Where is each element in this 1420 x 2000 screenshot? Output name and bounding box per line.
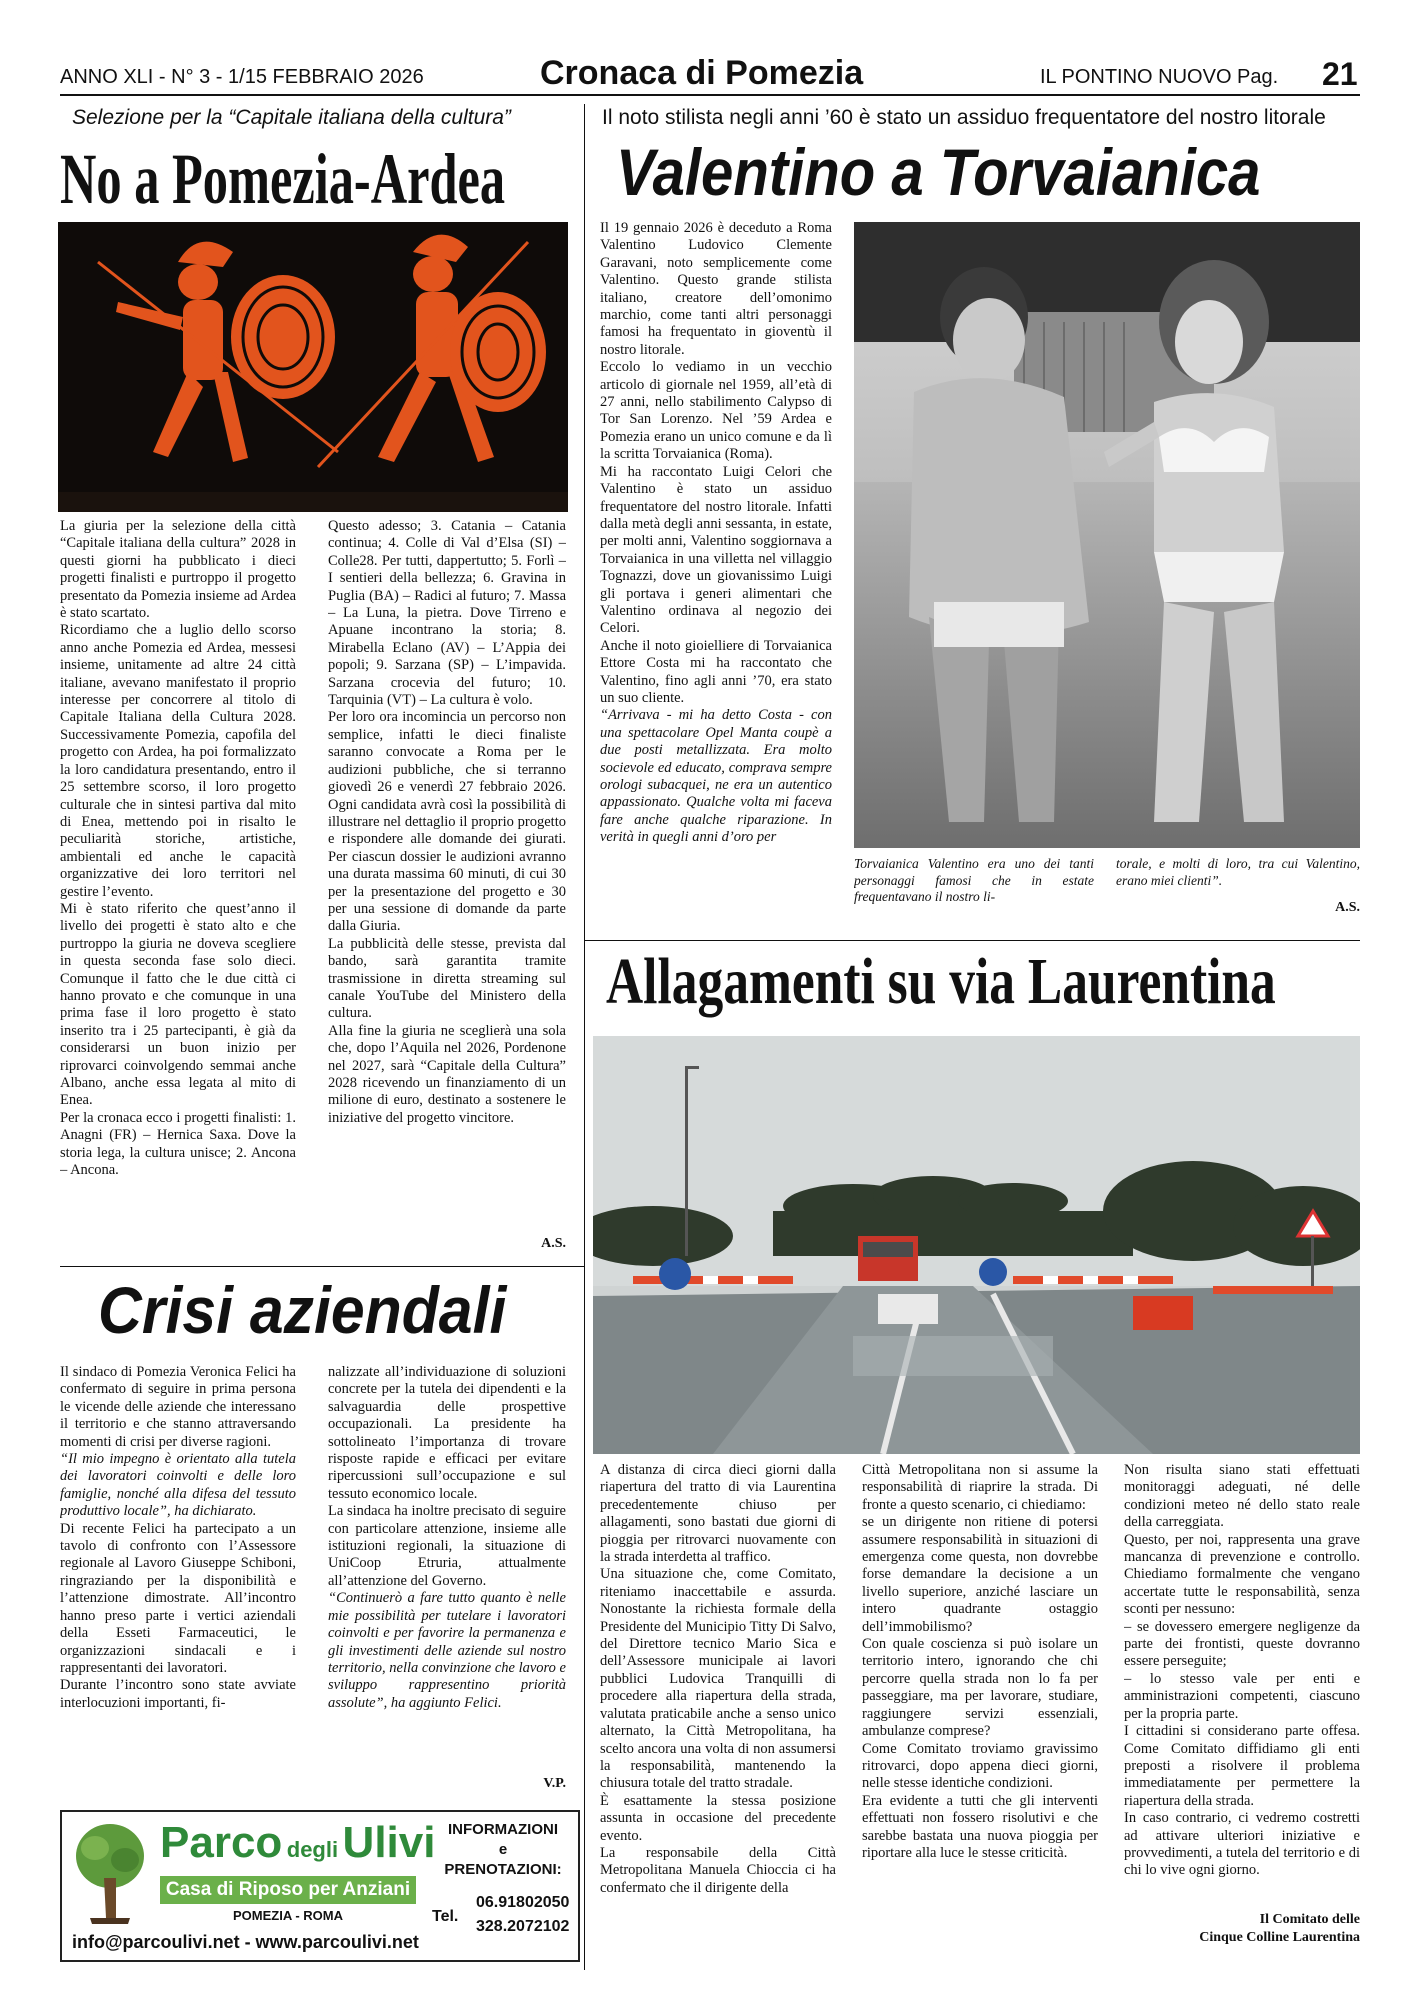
ad-info-block (432, 1820, 574, 1880)
article4-paragraph: A distanza di circa dieci giorni dalla riapertura del tratto di via Laurentina precedentemente chiuso per allagamenti, sono bastati due giorni di pioggia per ritrovarci nuovamente con la strada interdetta al traffico. (600, 1462, 836, 1566)
article3-paragraph: Durante l’incontro sono state avviate interlocuzioni importanti, fi- (60, 1677, 296, 1711)
article2-kicker: Il noto stilista negli anni ’60 è stato un assiduo frequentatore del nostro litorale (602, 106, 1326, 129)
article1-paragraph: La giuria per la selezione della città “Capitale italiana della cultura” 2028 in questi giorni ha pubblicato i dieci progetti finalisti e purtroppo il progetto presentato da Pomezia insieme ad Ardea è stato scartato. (60, 518, 296, 622)
article1-paragraph: Questo adesso; 3. Catania – Catania continua; 4. Colle di Val d’Elsa (SI) – Colle28. Per tutti, dappertutto; 5. Forlì – I sentieri della bellezza; 6. Gravina in Puglia (BA) – Radici al futuro; 7. Massa – La Luna, la pietra. Dove Tirreno e Apuane incontrano la storia; 8. Mirabella Eclano (AV) – L’Appia dei popoli; 9. Sarzana (SP) – L’impavida. Sarzana crocevia del futuro; 10. Tarquinia (VT) – La cultura è volo. (328, 518, 566, 709)
page-number: 21 (1322, 56, 1358, 92)
article4-paragraph: Era evidente a tutti che gli interventi effettuati non fossero risolutivi e che sarebbe bastata una nuova pioggia per riportare alla luce le stesse criticità. (862, 1792, 1098, 1861)
valentino-beach-photo (854, 222, 1360, 848)
olive-tree-icon (70, 1818, 150, 1928)
article4-paragraph: Non risulta siano stati effettuati monitoraggi adeguati, né delle condizioni meteo né dello stato reale della carreggiata. (1124, 1462, 1360, 1531)
article4-title: Allagamenti su via Laurentina (606, 945, 1276, 1018)
article3-column-2 (328, 1364, 566, 1774)
article1-paragraph: Per la cronaca ecco i progetti finalisti: 1. Anagni (FR) – Hernica Saxa. Dove la storia lega, la cultura unisce; 2. Ancona – Ancona. (60, 1109, 296, 1179)
article1-title: No a Pomezia-Ardea (60, 139, 506, 219)
article3-paragraph: Il sindaco di Pomezia Veronica Felici ha confermato di seguire in prima persona le vicende delle aziende che interessano il territorio e che stanno attraversando momenti di crisi per diverse ragioni. (60, 1364, 296, 1450)
article1-column-2 (328, 518, 566, 1234)
article1-paragraph: Per loro ora incomincia un percorso non semplice, infatti le dieci finaliste saranno convocate a Roma per le audizioni pubbliche, che si terranno giovedì 26 e venerdì 27 febbraio 2026. Ogni candidata avrà così la possibilità di illustrare nel dettaglio il proprio progetto e rispondere alle domande dei giurati. Per ciascun dossier le audizioni avranno una durata massima 60 minuti, di cui 30 per la presentazione del progetto e 30 per una sessione di domande da parte dalla Giuria. (328, 709, 566, 935)
article3-column-1 (60, 1364, 296, 1784)
article1-paragraph: La pubblicità delle stesse, prevista dal bando, sarà garantita tramite trasmissione in diretta streaming sul canale YouTube del Ministero della cultura. (328, 935, 566, 1022)
ad-brand-parco: Parco (160, 1818, 283, 1867)
article1-column-1 (60, 518, 296, 1254)
ad-location: POMEZIA - ROMA (232, 1908, 343, 1923)
ad-info-booking: PRENOTAZIONI: (444, 1861, 562, 1878)
ad-info-label: INFORMAZIONI (448, 1821, 558, 1838)
section-title: Cronaca di Pomezia (540, 54, 864, 92)
issue-info: ANNO XLI - N° 3 - 1/15 FEBBRAIO 2026 (60, 66, 424, 88)
article1-signature: A.S. (541, 1236, 566, 1251)
section-divider-right (584, 940, 1360, 941)
article3-paragraph: nalizzate all’individuazione di soluzioni concrete per la tutela dei dipendenti e la salvaguardia delle prospettive occupazionali. La presidente ha sottolineato l’importanza di trovare risposte rapide e efficaci per evitare ripercussioni sull’occupazione e sul tessuto economico locale. (328, 1364, 566, 1502)
ad-contact-web[interactable]: info@parcoulivi.net - www.parcoulivi.net (72, 1932, 419, 1952)
article4-signature-1: Il Comitato delle (1259, 1912, 1360, 1927)
article4-paragraph: La responsabile della Città Metropolitana Manuela Chioccia ci ha confermato che il dirigente della (600, 1844, 836, 1896)
article2-paragraph: Il 19 gennaio 2026 è deceduto a Roma Valentino Ludovico Clemente Garavani, noto semplicemente come Valentino. Questo grande stilista italiano, creatore dell’omonimo marchio, come tanti altri personaggi famosi ha frequentato in gioventù il nostro litorale. (600, 220, 832, 358)
article4-signature-2: Cinque Colline Laurentina (1199, 1930, 1360, 1945)
ad-tel-label: Tel. (432, 1908, 459, 1925)
column-divider-lower (584, 940, 585, 1970)
article4-paragraph: Come Comitato troviamo gravissimo ritrovarci, dopo appena dieci giorni, nelle stesse identiche condizioni. (862, 1740, 1098, 1792)
article4-paragraph: Città Metropolitana non si assume la responsabilità di riaprire la strada. Di fronte a questo scenario, ci chiediamo: (862, 1462, 1098, 1513)
article3-paragraph: Di recente Felici ha partecipato a un tavolo di confronto con l’Assessore regionale al Lavoro Giuseppe Schiboni, ringraziando per la disponibilità e l’attenzione dimostrate. All’incontro hanno preso parte i vertici aziendali della Esseti Farmaceutici, le organizzazioni sindacali e i rappresentanti dei lavoratori. (60, 1520, 296, 1676)
article4-paragraph: Con quale coscienza si può isolare un territorio intero, ignorando che chi percorre quella strada non lo fa per passeggiare, ma per lavorare, studiare, raggiungere servizi essenziali, ambulanze comprese? (862, 1636, 1098, 1740)
article2-paragraph: Anche il noto gioielliere di Torvaianica Ettore Costa mi ha raccontato che Valentino, fino agli anni ’70, era stato un suo cliente. (600, 637, 832, 706)
article2-title: Valentino a Torvaianica (616, 135, 1261, 209)
article3-paragraph: La sindaca ha inoltre precisato di seguire con particolare attenzione, insieme alle istituzioni regionali, la situazione di UniCoop Etruria, attualmente all’attenzione del Governo. (328, 1503, 566, 1589)
greek-vase-image (58, 222, 568, 512)
article4-paragraph: Una situazione che, come Comitato, riteniamo inaccettabile e assurda. Nonostante la richiesta formale della Presidente del Municipio Titty Di Salvo, del Direttore tecnico Mario Sica e dell’Assessore municipale ai lavori pubblici Ludovica Tranquilli di procedere alla riapertura della strada, valutata praticabile anche a senso unico alternato, la Città Metropolitana, ha scelto ancora una volta di non assumersi la responsabilità, mantenendo la chiusura totale del tratto stradale. (600, 1566, 836, 1792)
article3-title: Crisi aziendali (98, 1273, 507, 1347)
header-rule (60, 94, 1360, 96)
section-divider (60, 1266, 585, 1267)
flooded-road-photo (593, 1036, 1360, 1454)
article4-paragraph: se un dirigente non ritiene di potersi assumere responsabilità in situazioni di emergenza come questa, non dovrebbe forse demandare la decisione a un livello superiore, anziché lasciare un intero quadrante ostaggio dell’immobilismo? (862, 1514, 1098, 1635)
photo-caption-part2: torale, e molti di loro, tra cui Valentino, erano miei clienti”. (1116, 856, 1360, 888)
article4-paragraph: I cittadini si considerano parte offesa. Come Comitato diffidiamo gli enti preposti a risolvere il problema immediatamente per permettere la riapertura della strada. (1124, 1723, 1360, 1809)
article1-paragraph: Mi è stato riferito che quest’anno il livello dei progetti è stato alto e che purtroppo la giuria ne doveva scegliere in questa seconda fase solo dieci. Comunque il fatto che le due città ci hanno provato e che comunque in una prima fase il loro progetto è stato inserito tra i 25 partecipanti, è già da considerarsi un buon inizio per riprovarci coinvolgendo semmai anche Albano, anche essa legata al mito di Enea. (60, 900, 296, 1109)
newspaper-name: IL PONTINO NUOVO Pag. (1040, 66, 1279, 88)
ad-brand (160, 1818, 435, 1868)
article2-text (600, 220, 832, 914)
article2-paragraph: Eccolo lo vediamo in un vecchio articolo di giornale nel 1959, all’età di 27 anni, nello stabilimento Calypso di Tor San Lorenzo. Nel ’59 Ardea e Pomezia erano un unico comune e da lì la scritta Torvaianica (Roma). (600, 359, 832, 463)
article1-kicker: Selezione per la “Capitale italiana della cultura” (72, 106, 511, 129)
ad-brand-degli: degli (286, 1837, 339, 1862)
article2-signature: A.S. (1335, 900, 1360, 915)
ad-info-and: e (498, 1841, 508, 1858)
ad-phone-2[interactable]: 328.2072102 (476, 1918, 570, 1935)
ad-phone-1[interactable]: 06.91802050 (476, 1894, 570, 1911)
ad-subtitle: Casa di Riposo per Anziani (160, 1876, 416, 1904)
article4-paragraph: – lo stesso vale per enti e amministrazioni competenti, ciascuno per la propria parte. (1124, 1670, 1360, 1722)
article4-column-3 (1124, 1462, 1360, 1902)
article4-column-2 (862, 1462, 1098, 1960)
article4-paragraph: È esattamente la stessa posizione assunta in occasione del precedente evento. (600, 1792, 836, 1844)
article1-paragraph: Ricordiamo che a luglio dello scorso anno anche Pomezia ed Ardea, messesi insieme, unitamente ad altre 24 città italiane, avevano manifestato il proprio interesse per concorrere al titolo di Capitale Italiana della Cultura 2028. Successivamente Pomezia, capofila del progetto con Ardea, ha poi formalizzato la loro candidatura presentando, entro il 25 settembre scorso, il loro progetto culturale che in sintesi partiva dal mito di Enea, mettendo poi in risalto le peculiarità storiche, artistiche, ambientali ed anche le capacità organizzative dei loro territori nel gestire l’evento. (60, 622, 296, 900)
article3-quote: “Il mio impegno è orientato alla tutela dei lavoratori coinvolti e delle loro famiglie, nonché alla difesa del tessuto produttivo locale”, ha dichiarato. (60, 1451, 296, 1520)
article2-paragraph: Mi ha raccontato Luigi Celori che Valentino è stato un assiduo frequentatore del nostro litorale. Infatti dalla metà degli anni sessanta, in estate, per molti anni, Valentino soggiornava a Torvaianica in una villetta nel villaggio Tognazzi, dove un giovanissimo Luigi gli portava i generi alimentari che Valentino ordinava al negozio dei Celori. (600, 463, 832, 637)
advertisement (60, 1810, 580, 1962)
article3-signature: V.P. (543, 1776, 566, 1791)
ad-brand-ulivi: Ulivi (342, 1818, 436, 1867)
article4-paragraph: In caso contrario, ci vedremo costretti ad attivare ulteriori iniziative e provvedimenti, a tutela del territorio e di chi lo vive ogni giorno. (1124, 1810, 1360, 1879)
article4-paragraph: Questo, per noi, rappresenta una grave mancanza di prevenzione e controllo. Chiediamo formalmente che vengano accertate tutte le responsabilità, senza sconti per nessuno: (1124, 1531, 1360, 1618)
photo-caption-part1: Torvaianica Valentino era uno dei tanti personaggi famosi che in estate frequentavano il nostro li- (854, 856, 1094, 904)
article4-column-1 (600, 1462, 836, 1960)
article2-quote: “Arrivava - mi ha detto Costa - con una spettacolare Opel Manta coupè a due posti metallizzata. Era molto socievole ed educato, comprava sempre orologi subacquei, ne era un autentico appassionato. Qualche volta mi faceva fare anche qualche riparazione. In verità in quegli anni d’oro per (600, 707, 832, 846)
article1-paragraph: Alla fine la giuria ne sceglierà una sola che, dopo l’Aquila nel 2026, Pordenone nel 2027, sarà “Capitale della Cultura” 2028 ricevendo un finanziamento di un milione di euro, destinato a sostenere le iniziative del progetto vincitore. (328, 1022, 566, 1126)
article3-quote: “Continuerò a fare tutto quanto è nelle mie possibilità per tutelare i lavoratori coinvolti e per favorire la permanenza e gli investimenti delle aziende sul nostro territorio, nella convinzione che lavoro e sviluppo rappresentino priorità assolute”, ha aggiunto Felici. (328, 1590, 566, 1711)
article4-paragraph: – se dovessero emergere negligenze da parte dei frontisti, queste dovranno essere perseguite; (1124, 1618, 1360, 1670)
